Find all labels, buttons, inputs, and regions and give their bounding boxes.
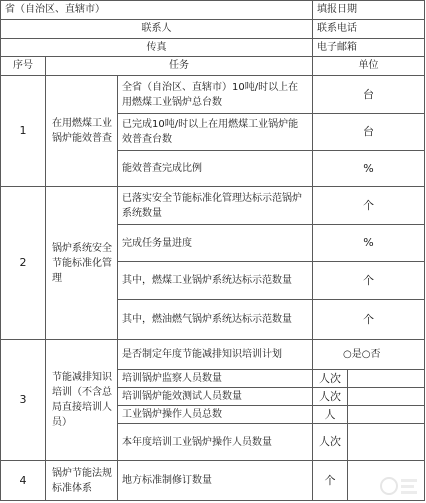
unit-cell: 个	[313, 461, 348, 501]
table-row	[1, 187, 425, 225]
value-cell[interactable]	[348, 388, 425, 406]
unit-cell: 人	[313, 406, 348, 424]
task-cell: 培训锅炉监察人员数量	[118, 370, 313, 388]
table-row	[1, 340, 425, 370]
unit-cell: 个	[313, 262, 425, 300]
column-header-row	[1, 57, 425, 76]
header-row-province	[1, 1, 425, 20]
unit-cell: 个	[313, 300, 425, 340]
value-cell[interactable]	[348, 424, 425, 461]
value-cell[interactable]	[348, 370, 425, 388]
unit-cell: 台	[313, 114, 425, 151]
task-cell: 已落实安全节能标准化管理达标示范锅炉系统数量	[118, 187, 313, 225]
task-cell: 培训锅炉能效测试人员数量	[118, 388, 313, 406]
task-cell: 其中，燃煤工业锅炉系统达标示范数量	[118, 262, 313, 300]
email-label: 电子邮箱	[313, 39, 425, 57]
task-cell: 能效普查完成比例	[118, 151, 313, 187]
task-cell: 已完成10吨/时以上在用燃煤工业锅炉能效普查台数	[118, 114, 313, 151]
unit-cell: %	[313, 225, 425, 262]
unit-cell: %	[313, 151, 425, 187]
group-seq: 4	[1, 461, 46, 501]
group-category: 锅炉系统安全节能标准化管理	[46, 187, 118, 340]
value-cell[interactable]	[348, 461, 425, 501]
fax-label: 传真	[1, 39, 313, 57]
unit-cell: 个	[313, 187, 425, 225]
task-cell: 地方标准制修订数量	[118, 461, 313, 501]
task-cell: 其中，燃油燃气锅炉系统达标示范数量	[118, 300, 313, 340]
task-cell: 全省（自治区、直辖市）10吨/时以上在用燃煤工业锅炉总台数	[118, 76, 313, 114]
group-category: 节能减排知识培训（不含总局直接培训人员）	[46, 340, 118, 461]
unit-cell: 人次	[313, 388, 348, 406]
column-header-seq: 序号	[1, 57, 46, 76]
task-cell: 工业锅炉操作人员总数	[118, 406, 313, 424]
header-row-fax	[1, 39, 425, 57]
table-row	[1, 461, 425, 501]
unit-cell: 人次	[313, 424, 348, 461]
province-label: 省（自治区、直辖市）	[1, 1, 313, 20]
unit-cell: 台	[313, 76, 425, 114]
group-category: 锅炉节能法规标准体系	[46, 461, 118, 501]
header-row-contact	[1, 20, 425, 39]
unit-cell: 人次	[313, 370, 348, 388]
group-seq: 1	[1, 76, 46, 187]
value-cell[interactable]	[348, 406, 425, 424]
group-category: 在用燃煤工业锅炉能效普查	[46, 76, 118, 187]
plan-yes-radio[interactable]: ○是	[343, 348, 362, 360]
contact-label: 联系人	[1, 20, 313, 39]
column-header-unit: 单位	[313, 57, 425, 76]
table-row	[1, 76, 425, 114]
plan-task-cell: 是否制定年度节能减排知识培训计划	[118, 340, 313, 370]
plan-no-radio[interactable]: ○否	[361, 348, 381, 360]
task-cell: 完成任务量进度	[118, 225, 313, 262]
task-cell: 本年度培训工业锅炉操作人员数量	[118, 424, 313, 461]
phone-label: 联系电话	[313, 20, 425, 39]
plan-radio-group	[313, 340, 425, 370]
group-seq: 2	[1, 187, 46, 340]
fill-date-label: 填报日期	[313, 1, 425, 20]
group-seq: 3	[1, 340, 46, 461]
column-header-task: 任务	[46, 57, 313, 76]
